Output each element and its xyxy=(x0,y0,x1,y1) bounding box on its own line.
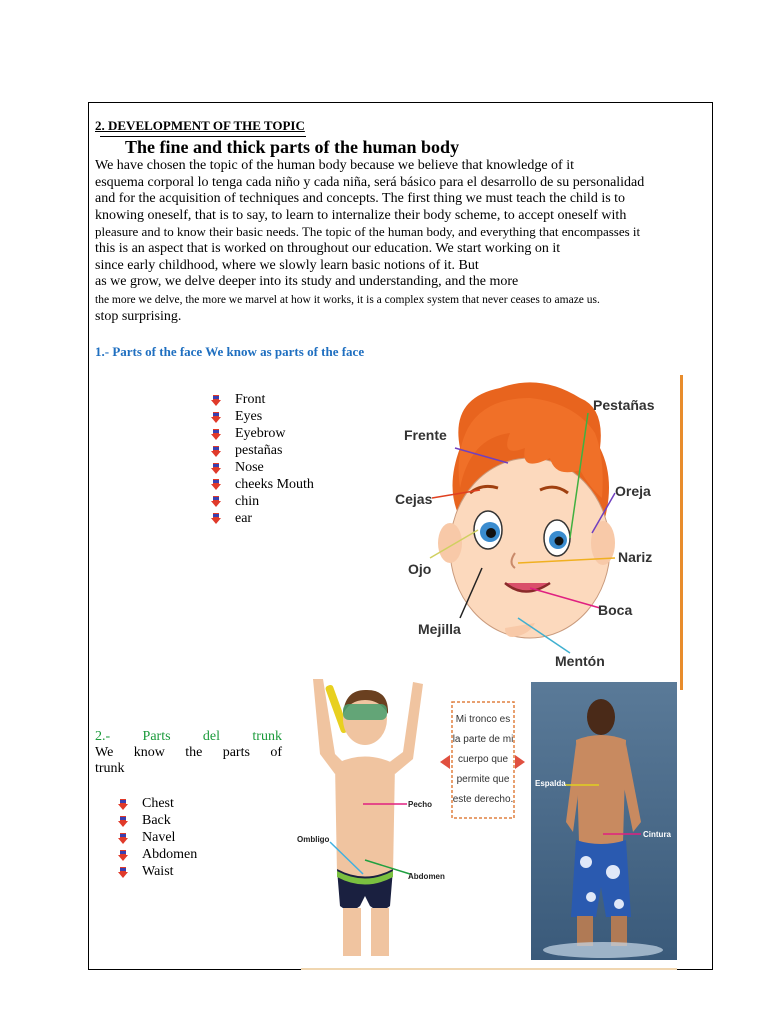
trunk-paragraph-last: trunk xyxy=(95,761,125,776)
trunk-paragraph-word: of xyxy=(270,745,282,760)
label-espalda: Espalda xyxy=(535,779,566,788)
list-item xyxy=(211,426,314,443)
list-item-label: ear xyxy=(235,510,253,526)
list-item-label: Back xyxy=(142,813,171,829)
list-item xyxy=(211,476,314,493)
list-item-label: chin xyxy=(235,493,260,509)
boy-legs-shape xyxy=(371,908,389,956)
splash-shape xyxy=(543,942,663,958)
label-ojo: Ojo xyxy=(408,561,432,577)
left-pupil-shape xyxy=(486,528,496,538)
label-oreja: Oreja xyxy=(615,483,651,499)
arrow-bullet-icon xyxy=(211,496,221,507)
list-item xyxy=(211,510,314,527)
intro-line: as we grow, we delve deeper into its study and understanding, and the more xyxy=(95,274,519,290)
list-item xyxy=(118,864,197,881)
trunk-parts-list xyxy=(118,796,197,880)
arrow-bullet-icon xyxy=(118,833,128,844)
arrow-bullet-icon xyxy=(211,429,221,440)
boy-legs-shape xyxy=(577,916,593,946)
speech-line: cuerpo que xyxy=(457,754,509,765)
list-item-label: Eyebrow xyxy=(235,426,286,442)
arrow-bullet-icon xyxy=(211,463,221,474)
label-mejilla: Mejilla xyxy=(418,621,461,637)
list-item-label: Waist xyxy=(142,864,174,879)
boy-torso-shape xyxy=(576,735,626,845)
trunk-paragraph-word: We xyxy=(95,745,114,760)
trunk-heading-word: trunk xyxy=(252,729,282,744)
list-item-label: pestañas xyxy=(235,443,283,459)
speech-line: permite que xyxy=(456,774,510,785)
list-item xyxy=(211,409,314,426)
label-cintura: Cintura xyxy=(643,830,671,839)
intro-line: and for the acquisition of techniques and concepts. The first thing we must teach the child is to xyxy=(95,191,626,207)
arrow-bullet-icon xyxy=(118,799,128,810)
intro-line: this is an aspect that is worked on throughout our education. We start working on it xyxy=(95,240,561,256)
list-item-label: cheeks Mouth xyxy=(235,476,314,492)
face-illustration xyxy=(390,378,690,673)
list-item xyxy=(118,813,197,830)
label-cejas: Cejas xyxy=(395,491,433,507)
list-item xyxy=(211,392,314,409)
arrow-bullet-icon xyxy=(211,446,221,457)
speech-box xyxy=(440,700,525,820)
intro-line: We have chosen the topic of the human body because we believe that knowledge of it xyxy=(95,158,574,173)
label-pestanas: Pestañas xyxy=(593,397,655,413)
right-arrow-icon xyxy=(515,755,525,769)
label-boca: Boca xyxy=(598,602,633,618)
face-parts-list xyxy=(211,392,314,527)
list-item xyxy=(211,493,314,510)
arrow-bullet-icon xyxy=(118,867,128,878)
trunk-paragraph-word: the xyxy=(185,745,203,760)
trunk-section-heading xyxy=(95,729,282,777)
accent-bar xyxy=(680,375,683,690)
trunk-heading-line xyxy=(95,729,282,745)
list-item-label: Front xyxy=(235,392,266,408)
boy-head-shape xyxy=(587,699,615,735)
trunk-heading-word: 2.- xyxy=(95,729,111,744)
shorts-pattern-shape xyxy=(614,899,624,909)
label-pecho: Pecho xyxy=(408,800,433,809)
intro-line: stop surprising. xyxy=(95,308,182,324)
list-item-label: Abdomen xyxy=(142,847,198,863)
intro-line: knowing oneself, that is to say, to learn to internalize their body scheme, to accept oneself with xyxy=(95,207,627,223)
label-abdomen: Abdomen xyxy=(408,872,445,881)
trunk-paragraph-word: know xyxy=(133,745,165,760)
right-pupil-shape xyxy=(555,537,564,546)
page-title: The fine and thick parts of the human body xyxy=(125,137,460,157)
list-item-label: Chest xyxy=(142,796,174,812)
list-item xyxy=(118,830,197,847)
label-nariz: Nariz xyxy=(618,549,653,565)
boy-back-photo xyxy=(531,682,677,960)
list-item xyxy=(118,796,197,813)
trunk-heading-word: del xyxy=(202,729,221,744)
face-shape xyxy=(450,458,610,638)
arrow-bullet-icon xyxy=(118,850,128,861)
shorts-pattern-shape xyxy=(580,856,592,868)
speech-line: este derecho. xyxy=(452,794,514,805)
label-ombligo: Ombligo xyxy=(297,835,330,844)
label-frente: Frente xyxy=(404,427,447,443)
list-item xyxy=(118,847,197,864)
boy-legs-shape xyxy=(611,916,627,946)
arrow-bullet-icon xyxy=(211,513,221,524)
intro-line: since early childhood, where we slowly learn basic notions of it. But xyxy=(95,257,479,273)
shorts-pattern-shape xyxy=(586,892,596,902)
trunk-paragraph-line xyxy=(95,745,282,761)
label-menton: Mentón xyxy=(555,653,605,669)
list-item-label: Nose xyxy=(235,460,264,475)
shorts-pattern-shape xyxy=(606,865,620,879)
trunk-heading-word: Parts xyxy=(142,729,171,744)
goggles-shape xyxy=(343,704,387,720)
speech-line: la parte de mi xyxy=(452,734,514,745)
left-ear-shape xyxy=(438,523,462,563)
boy-front-photo xyxy=(295,674,445,956)
section-heading: 2. DEVELOPMENT OF THE TOPIC xyxy=(95,118,305,133)
intro-line: pleasure and to know their basic needs. The topic of the human body, and everything that encompasses it xyxy=(95,224,641,240)
arrow-bullet-icon xyxy=(211,412,221,423)
list-item-label: Navel xyxy=(142,830,176,846)
arrow-bullet-icon xyxy=(211,395,221,406)
arrow-bullet-icon xyxy=(211,479,221,490)
speech-line: Mi tronco es xyxy=(455,714,511,725)
arrow-bullet-icon xyxy=(118,816,128,827)
intro-paragraph xyxy=(95,158,700,325)
trunk-paragraph-word: parts xyxy=(222,745,250,760)
face-section-heading: 1.- Parts of the face We know as parts of the face xyxy=(95,344,365,359)
intro-line: the more we delve, the more we marvel at how it works, it is a complex system that never ceases to amaze us. xyxy=(95,293,600,306)
intro-line: esquema corporal lo tenga cada niño y cada niña, será básico para el desarrollo de su personalidad xyxy=(95,174,645,190)
list-item xyxy=(211,443,314,460)
bottom-divider xyxy=(301,968,677,970)
list-item xyxy=(211,460,314,477)
list-item-label: Eyes xyxy=(235,409,263,425)
left-arrow-icon xyxy=(440,755,450,769)
boy-legs-shape xyxy=(343,908,361,956)
